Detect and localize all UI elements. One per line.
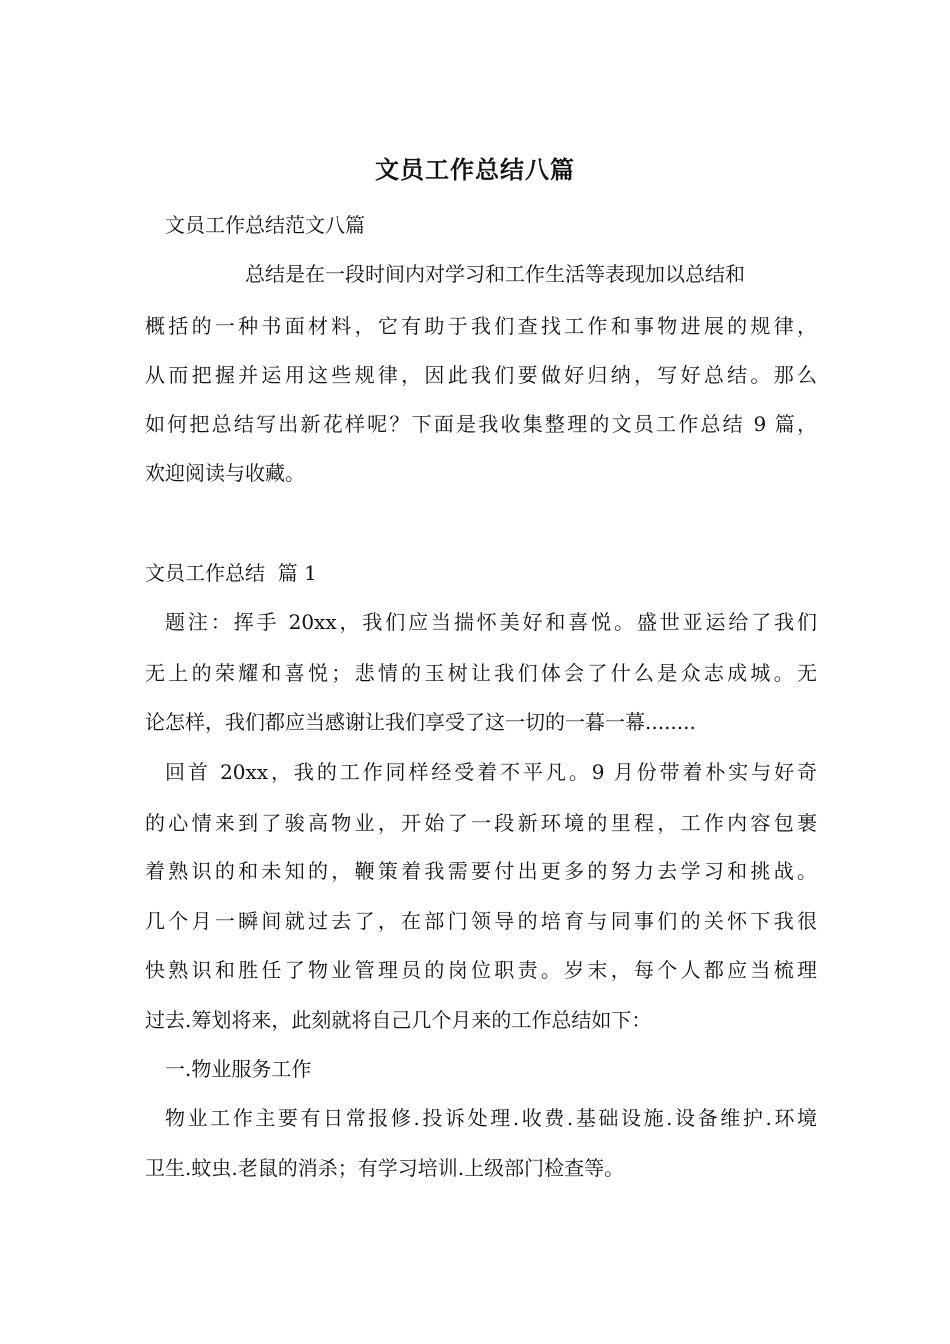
para1-line-2: 无上的荣耀和喜悦；悲情的玉树让我们体会了什么是众志成城。无 [145, 661, 817, 685]
intro-line-5: 欢迎阅读与收藏。 [145, 461, 305, 485]
para3-line-1: 物业工作主要有日常报修.投诉处理.收费.基础设施.设备维护.环境 [165, 1106, 817, 1130]
document-subtitle: 文员工作总结范文八篇 [165, 213, 365, 237]
para2-line-1: 回首 20xx，我的工作同样经受着不平凡。9 月份带着朴实与好奇 [165, 760, 817, 784]
intro-line-4: 如何把总结写出新花样呢？下面是我收集整理的文员工作总结 9 篇， [145, 412, 817, 436]
para2-line-3: 着熟识的和未知的，鞭策着我需要付出更多的努力去学习和挑战。 [145, 859, 817, 883]
para2-line-4: 几个月一瞬间就过去了，在部门领导的培育与同事们的关怀下我很 [145, 909, 817, 933]
para2-line-6: 过去.筹划将来，此刻就将自己几个月来的工作总结如下： [145, 1008, 652, 1032]
subheading-property-service: 一.物业服务工作 [165, 1057, 312, 1081]
para2-line-2: 的心情来到了骏高物业，开始了一段新环境的里程，工作内容包裹 [145, 811, 817, 835]
section-heading-1: 文员工作总结 篇 1 [145, 561, 317, 585]
para3-line-2: 卫生.蚊虫.老鼠的消杀；有学习培训.上级部门检查等。 [145, 1156, 625, 1180]
para1-line-3: 论怎样，我们都应当感谢让我们享受了这一切的一暮一幕........ [145, 710, 696, 734]
intro-line-3: 从而把握并运用这些规律，因此我们要做好归纳，写好总结。那么 [145, 363, 817, 387]
para2-line-5: 快熟识和胜任了物业管理员的岗位职责。岁末，每个人都应当梳理 [145, 958, 817, 982]
intro-line-1: 总结是在一段时间内对学习和工作生活等表现加以总结和 [245, 262, 745, 286]
para1-line-1: 题注：挥手 20xx，我们应当揣怀美好和喜悦。盛世亚运给了我们 [165, 610, 817, 634]
document-title: 文员工作总结八篇 [375, 156, 575, 184]
intro-line-2: 概括的一种书面材料，它有助于我们查找工作和事物进展的规律， [145, 314, 817, 338]
